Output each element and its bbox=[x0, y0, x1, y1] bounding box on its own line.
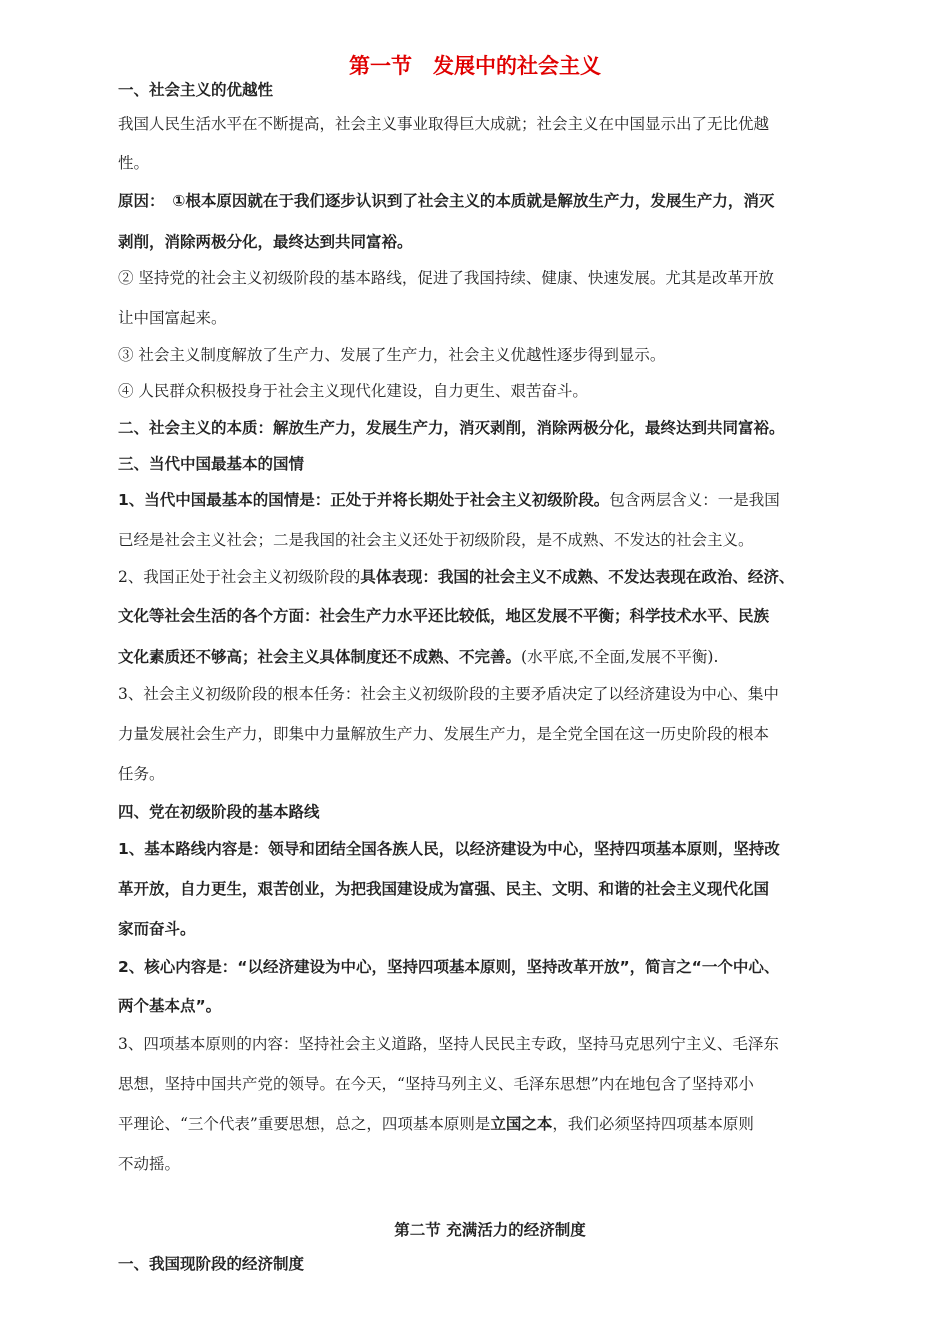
paragraph: 性。 bbox=[118, 154, 150, 172]
reason-1-cont: 剥削，消除两极分化，最终达到共同富裕。 bbox=[118, 233, 413, 251]
list-item: 3、四项基本原则的内容：坚持社会主义道路，坚持人民民主专政，坚持马克思列宁主义、毛泽东 bbox=[118, 1035, 779, 1053]
heading-4: 四、党在初级阶段的基本路线 bbox=[118, 803, 320, 821]
bold-text: 具体表现：我国的社会主义不成熟、不发达表现在政治、经济、 bbox=[360, 568, 795, 586]
paragraph: 不动摇。 bbox=[118, 1155, 181, 1173]
list-item bbox=[118, 490, 838, 510]
section-title: 第二节 充满活力的经济制度 bbox=[394, 1221, 586, 1239]
paragraph: 已经是社会主义社会；二是我国的社会主义还处于初级阶段，是不成熟、不发达的社会主义。 bbox=[118, 531, 754, 549]
reason-4: ④ 人民群众积极投身于社会主义现代化建设，自力更生、艰苦奋斗。 bbox=[118, 382, 588, 400]
plain-text: 平理论、“三个代表”重要思想，总之，四项基本原则是 bbox=[118, 1115, 491, 1133]
page-title: 第一节 发展中的社会主义 bbox=[349, 54, 601, 78]
list-item: 1、基本路线内容是：领导和团结全国各族人民，以经济建设为中心，坚持四项基本原则，坚持改 bbox=[118, 840, 780, 858]
bold-text: 文化素质还不够高；社会主义具体制度还不成熟、不完善。 bbox=[118, 648, 522, 666]
heading-5: 一、我国现阶段的经济制度 bbox=[118, 1255, 305, 1273]
heading-1: 一、社会主义的优越性 bbox=[118, 81, 274, 99]
paragraph bbox=[118, 1114, 838, 1134]
plain-text: ，我们必须坚持四项基本原则 bbox=[552, 1115, 754, 1133]
list-item: 3、社会主义初级阶段的根本任务：社会主义初级阶段的主要矛盾决定了以经济建设为中心、集中 bbox=[118, 685, 779, 703]
paragraph: 革开放，自力更生，艰苦创业，为把我国建设成为富强、民主、文明、和谐的社会主义现代化国 bbox=[118, 880, 770, 898]
reason-3: ③ 社会主义制度解放了生产力、发展了生产力，社会主义优越性逐步得到显示。 bbox=[118, 346, 666, 364]
paragraph: 思想，坚持中国共产党的领导。在今天，“坚持马列主义、毛泽东思想”内在地包含了坚持邓小 bbox=[118, 1075, 754, 1093]
plain-text: 包含两层含义：一是我国 bbox=[609, 491, 780, 509]
list-item bbox=[118, 567, 838, 587]
paragraph: 任务。 bbox=[118, 765, 165, 783]
paragraph: 文化等社会生活的各个方面：社会生产力水平还比较低，地区发展不平衡；科学技术水平、民族 bbox=[118, 607, 770, 625]
heading-3: 三、当代中国最基本的国情 bbox=[118, 455, 305, 473]
plain-text: (水平底,不全面,发展不平衡). bbox=[521, 648, 719, 666]
paragraph: 力量发展社会生产力，即集中力量解放生产力、发展生产力，是全党全国在这一历史阶段的根本 bbox=[118, 725, 770, 743]
heading-2: 二、社会主义的本质：解放生产力，发展生产力，消灭剥削，消除两极分化，最终达到共同富裕。 bbox=[118, 419, 785, 437]
reason-2-cont: 让中国富起来。 bbox=[118, 309, 227, 327]
list-item: 2、核心内容是：“以经济建设为中心，坚持四项基本原则，坚持改革开放”，简言之“一个中心、 bbox=[118, 958, 780, 976]
paragraph: 家而奋斗。 bbox=[118, 920, 196, 938]
bold-text: 立国之本 bbox=[490, 1115, 553, 1133]
reason-1: 原因： ①根本原因就在于我们逐步认识到了社会主义的本质就是解放生产力，发展生产力，消灭 bbox=[118, 192, 775, 210]
paragraph bbox=[118, 647, 838, 667]
paragraph: 我国人民生活水平在不断提高，社会主义事业取得巨大成就；社会主义在中国显示出了无比优越 bbox=[118, 115, 770, 133]
paragraph: 两个基本点”。 bbox=[118, 997, 222, 1015]
plain-text: 2、我国正处于社会主义初级阶段的 bbox=[118, 568, 361, 586]
reason-2: ② 坚持党的社会主义初级阶段的基本路线，促进了我国持续、健康、快速发展。尤其是改革开放 bbox=[118, 269, 774, 287]
bold-text: 1、当代中国最基本的国情是：正处于并将长期处于社会主义初级阶段。 bbox=[118, 491, 610, 509]
